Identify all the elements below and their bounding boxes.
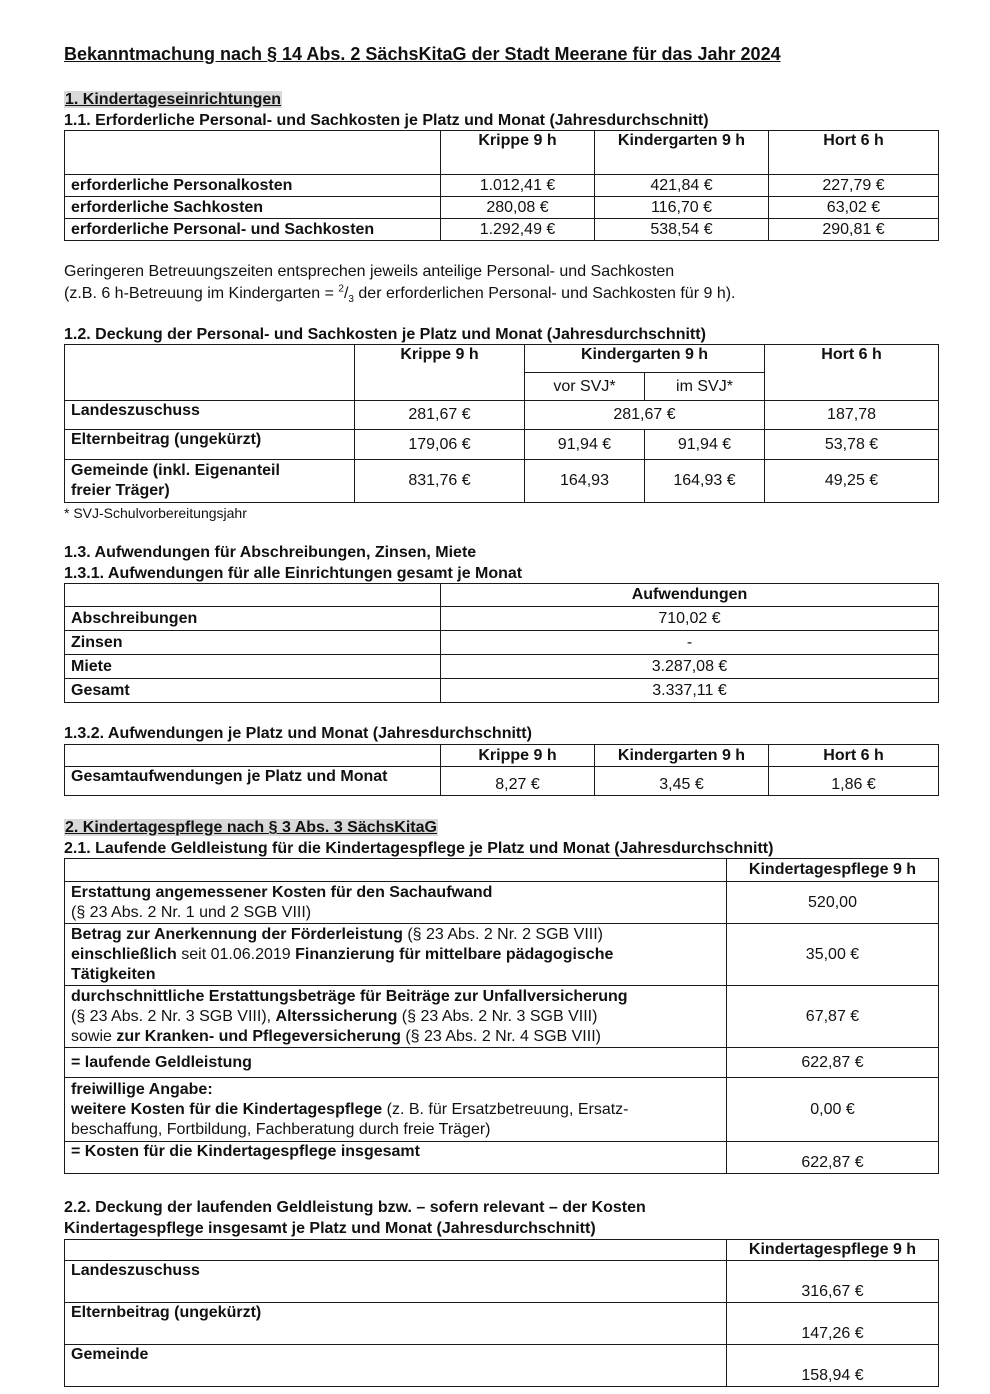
table-row: erforderliche Personalkosten 1.012,41 € 421,84 € 227,79 € (65, 175, 939, 197)
table-row: freiwillige Angabe: weitere Kosten für die Kindertagespflege (z. B. für Ersatzbetreuung, Ersatz- beschaffung, Fortbildung, Fachberatung durch freie Träger) 0,00 € (65, 1078, 939, 1142)
table-row: Landeszuschuss 281,67 € 281,67 € 187,78 (65, 401, 939, 430)
col-krippe: Krippe 9 h (355, 345, 525, 401)
table-row: durchschnittliche Erstattungsbeträge für Beiträge zur Unfallversicherung (§ 23 Abs. 2 Nr. 3 SGB VIII), Alterssicherung (§ 23 Abs. 2 Nr. 3 SGB VIII) sowie zur Kranken- und Pflegeversicherung (§ 23 Abs. 2 Nr. 4 SGB VIII) 67,87 € (65, 986, 939, 1048)
col-aufwendungen: Aufwendungen (441, 584, 939, 607)
table-row: erforderliche Personal- und Sachkosten 1.292,49 € 538,54 € 290,81 € (65, 219, 939, 241)
col-kindertagespflege: Kindertagespflege 9 h (727, 859, 939, 882)
table-row: Gemeinde 158,94 € (65, 1345, 939, 1387)
subcol-vor-svj: vor SVJ* (525, 373, 645, 401)
table-row: Erstattung angemessener Kosten für den Sachaufwand (§ 23 Abs. 2 Nr. 1 und 2 SGB VIII) 520,00 (65, 882, 939, 924)
col-kindergarten: Kindergarten 9 h (595, 131, 769, 175)
col-kindergarten: Kindergarten 9 h (525, 345, 765, 373)
document-title: Bekanntmachung nach § 14 Abs. 2 SächsKitaG der Stadt Meerane für das Jahr 2024 (64, 44, 781, 64)
subcol-im-svj: im SVJ* (645, 373, 765, 401)
table-1-3-2: Krippe 9 h Kindergarten 9 h Hort 6 h Gesamtaufwendungen je Platz und Monat 8,27 € 3,45 € 1,86 € (64, 744, 939, 796)
table-row: Miete 3.287,08 € (65, 655, 939, 679)
section-1-3-1-heading: 1.3.1. Aufwendungen für alle Einrichtungen gesamt je Monat (64, 565, 523, 582)
note-line-1: Geringeren Betreuungszeiten entsprechen jeweils anteilige Personal- und Sachkosten (64, 263, 675, 280)
table-row: Gesamt 3.337,11 € (65, 679, 939, 703)
section-1-2-heading: 1.2. Deckung der Personal- und Sachkosten je Platz und Monat (Jahresdurchschnitt) (64, 326, 706, 343)
table-1-2 (64, 344, 939, 503)
col-hort: Hort 6 h (765, 345, 939, 401)
table-row: Zinsen - (65, 631, 939, 655)
table-2-1 (64, 858, 939, 1174)
section-1-1-heading: 1.1. Erforderliche Personal- und Sachkosten je Platz und Monat (Jahresdurchschnitt) (64, 112, 709, 129)
table-row: Landeszuschuss 316,67 € (65, 1261, 939, 1303)
section-2-heading: 2. Kindertagespflege nach § 3 Abs. 3 SächsKitaG (65, 819, 437, 836)
table-row: Elternbeitrag (ungekürzt) 179,06 € 91,94 € 91,94 € 53,78 € (65, 430, 939, 460)
table-row: Abschreibungen 710,02 € (65, 607, 939, 631)
footnote: * SVJ-Schulvorbereitungsjahr (64, 505, 247, 521)
section-2-1-heading: 2.1. Laufende Geldleistung für die Kindertagespflege je Platz und Monat (Jahresdurchschnitt) (64, 840, 774, 857)
table-row: = Kosten für die Kindertagespflege insgesamt 622,87 € (65, 1142, 939, 1174)
table-row: Betrag zur Anerkennung der Förderleistung (§ 23 Abs. 2 Nr. 2 SGB VIII) einschließlich seit 01.06.2019 Finanzierung für mittelbare pädagogische Tätigkeiten 35,00 € (65, 924, 939, 986)
note-line-2: (z.B. 6 h-Betreuung im Kindergarten = $^2/_3$ der erforderlichen Personal- und Sachkosten für 9 h). (64, 283, 736, 306)
col-kindertagespflege: Kindertagespflege 9 h (727, 1240, 939, 1261)
table-row: = laufende Geldleistung 622,87 € (65, 1048, 939, 1078)
table-1-3-1 (64, 583, 939, 703)
table-2-2 (64, 1239, 939, 1387)
table-row: Gesamtaufwendungen je Platz und Monat 8,27 € 3,45 € 1,86 € (65, 767, 939, 796)
table-row: erforderliche Sachkosten 280,08 € 116,70 € 63,02 € (65, 197, 939, 219)
section-1-3-2-heading: 1.3.2. Aufwendungen je Platz und Monat (Jahresdurchschnitt) (64, 725, 532, 742)
col-krippe: Krippe 9 h (441, 131, 595, 175)
table-1-1 (64, 130, 939, 241)
section-2-2-heading-line-1: 2.2. Deckung der laufenden Geldleistung bzw. – sofern relevant – der Kosten (64, 1199, 646, 1216)
section-1-heading: 1. Kindertageseinrichtungen (65, 91, 282, 108)
section-1-3-heading: 1.3. Aufwendungen für Abschreibungen, Zinsen, Miete (64, 544, 477, 561)
section-2-2-heading-line-2: Kindertagespflege insgesamt je Platz und Monat (Jahresdurchschnitt) (64, 1220, 596, 1237)
table-row: Elternbeitrag (ungekürzt) 147,26 € (65, 1303, 939, 1345)
col-hort: Hort 6 h (769, 131, 939, 175)
table-row: Gemeinde (inkl. Eigenanteil freier Träger) 831,76 € 164,93 164,93 € 49,25 € (65, 460, 939, 503)
